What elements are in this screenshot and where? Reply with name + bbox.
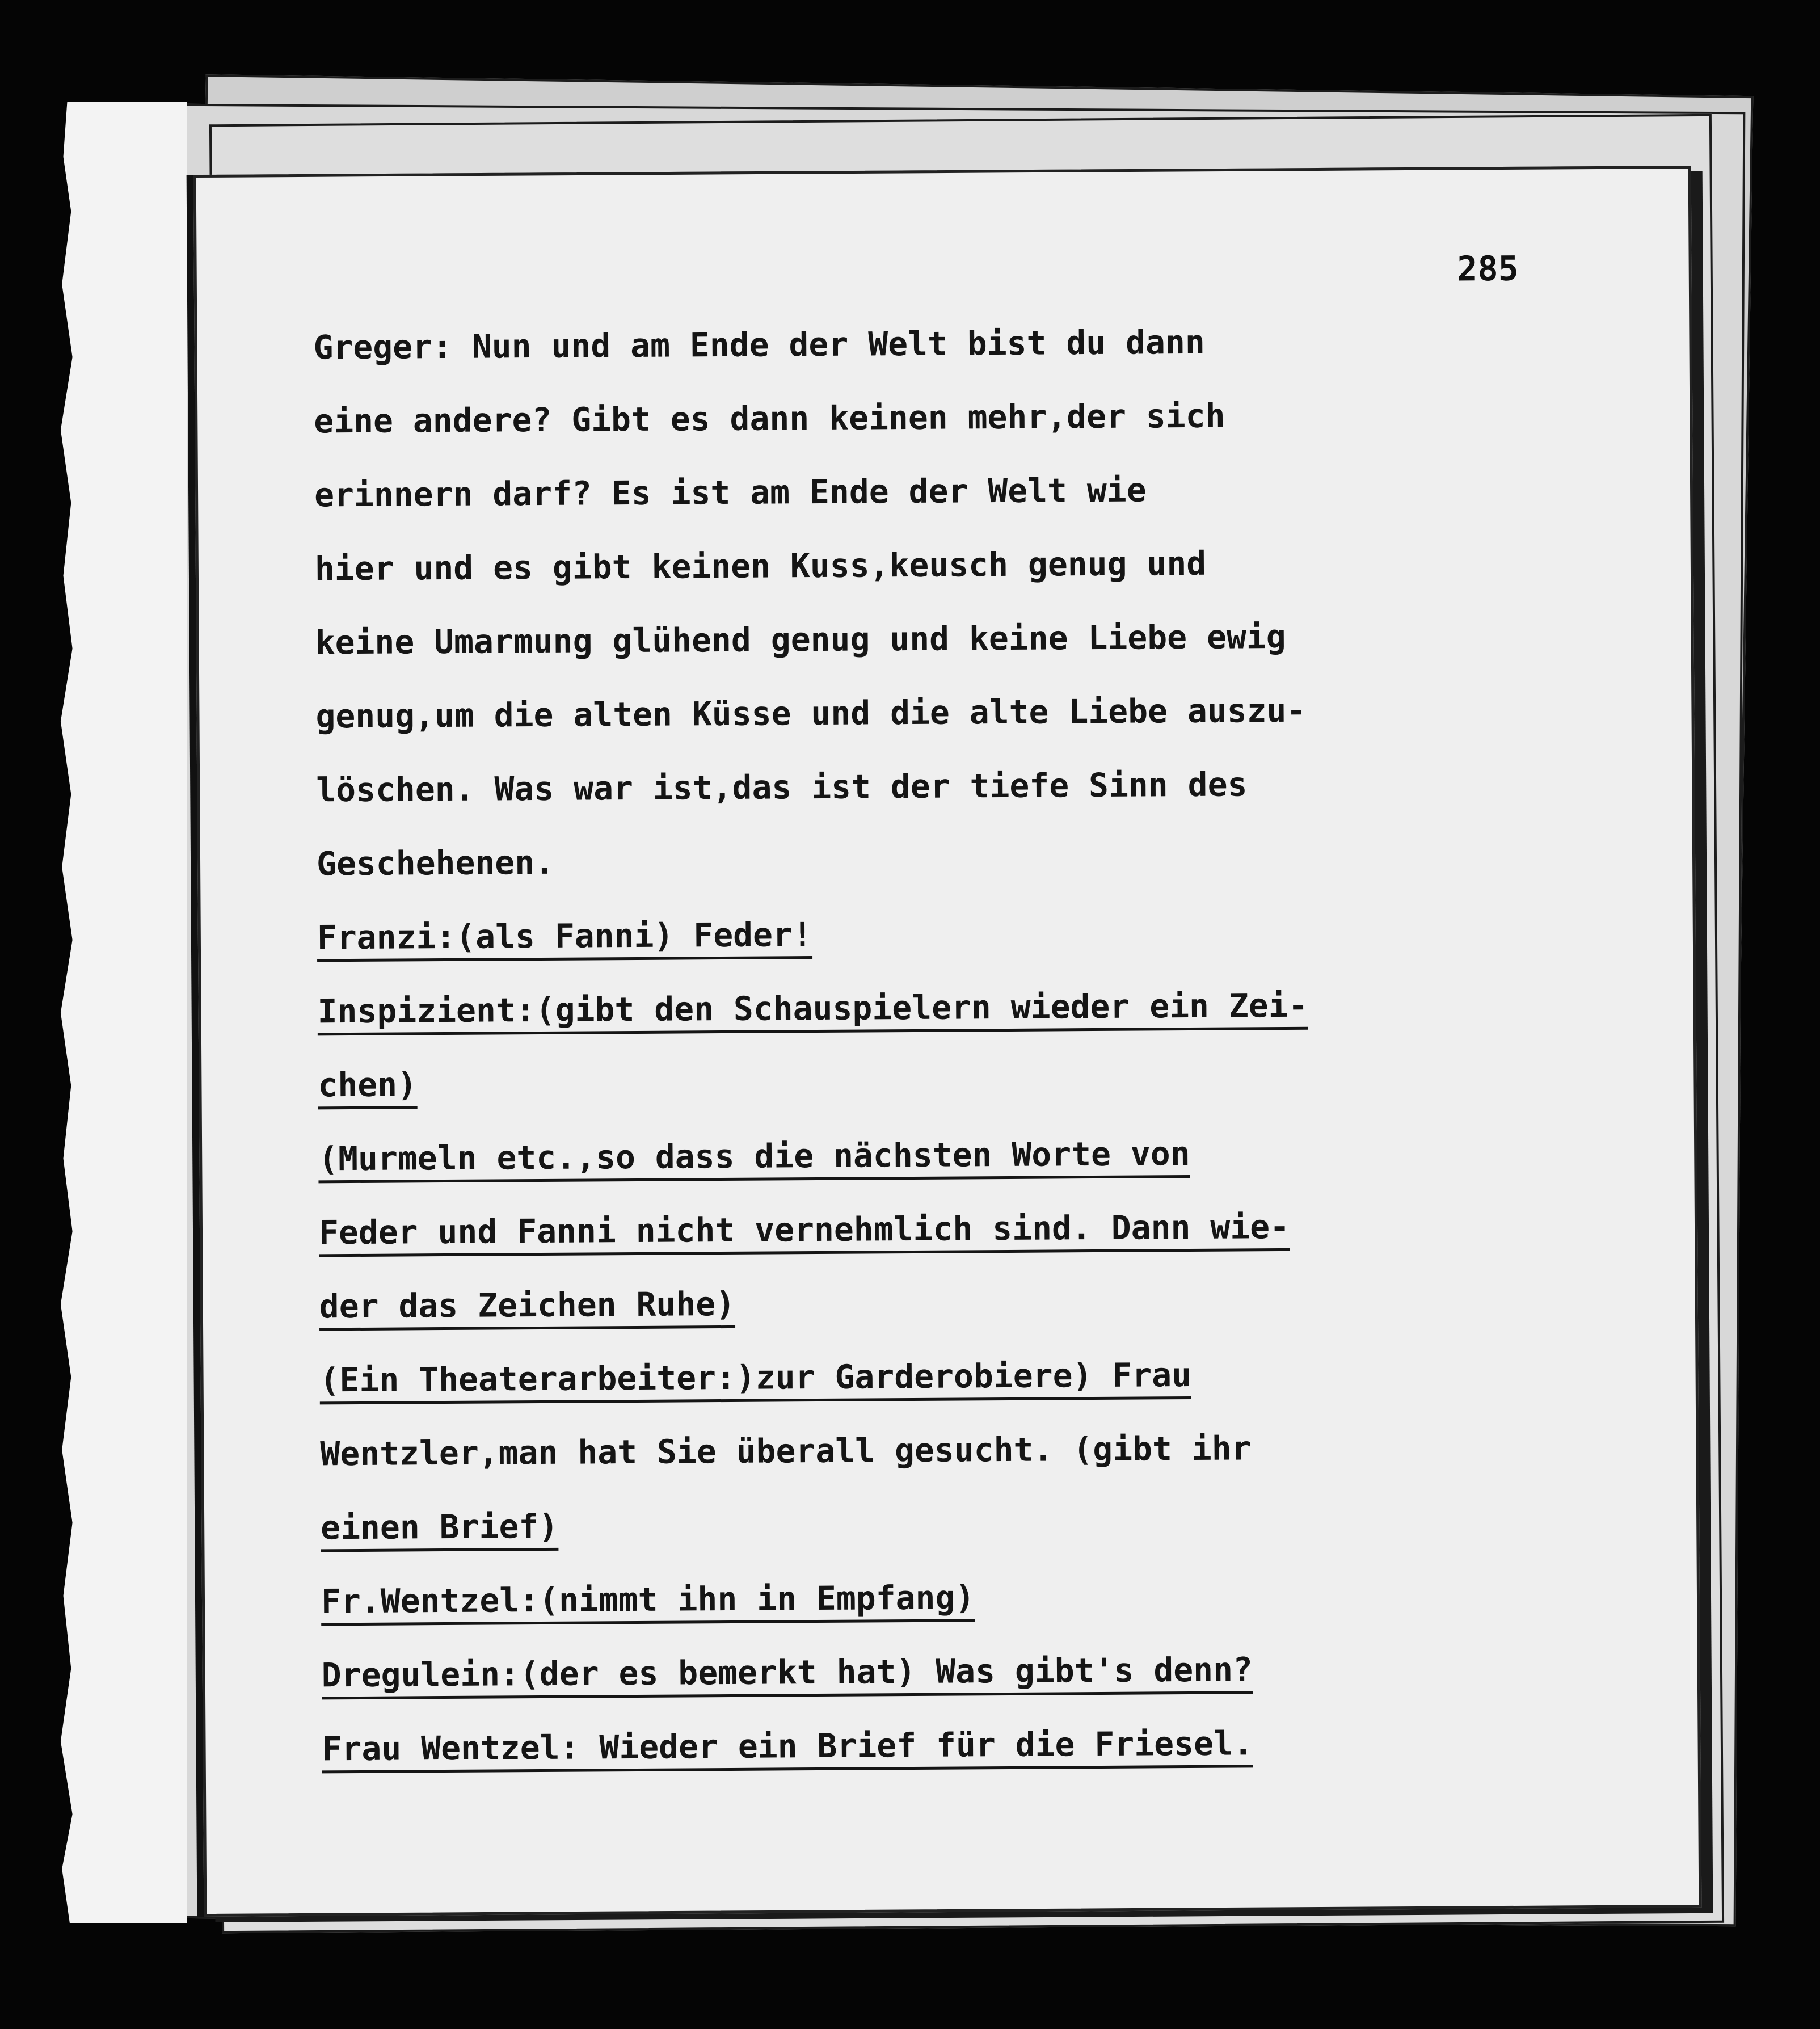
underlined-text: chen) — [318, 1065, 417, 1109]
text-line — [319, 1335, 1693, 1417]
underlined-text: einen Brief) — [321, 1507, 558, 1552]
torn-paper-strip — [57, 102, 187, 1923]
underlined-text: (Murmeln etc.,so dass die nächsten Worte von — [318, 1134, 1190, 1183]
text-line — [318, 1040, 1691, 1122]
text-line: keine Umarmung glühend genug und keine Liebe ewig — [315, 617, 1286, 662]
text-line: Greger: Nun und am Ende der Welt bist du dann — [313, 322, 1206, 367]
text-line: genug,um die alten Küsse und die alte Liebe auszu- — [315, 691, 1307, 736]
text-line: erinnern darf? Es ist am Ende der Welt wie — [314, 470, 1147, 515]
page-number: 285 — [1457, 249, 1519, 289]
underlined-text: (Ein Theaterarbeiter:)zur Garderobiere) Frau — [319, 1356, 1191, 1404]
text-line — [321, 1630, 1695, 1712]
text-line — [321, 1556, 1695, 1639]
text-line — [321, 1483, 1694, 1565]
text-line — [318, 1114, 1692, 1196]
underlined-text: Franzi:(als Fanni) Feder! — [317, 915, 812, 962]
text-line: eine andere? Gibt es dann keinen mehr,der sich — [314, 396, 1225, 441]
underlined-text: Inspizient:(gibt den Schauspielern wieder ein Zei- — [317, 986, 1308, 1036]
text-line: Wentzler,man hat Sie überall gesucht. (gibt ihr — [320, 1429, 1252, 1474]
text-line — [317, 966, 1691, 1049]
underlined-text: Feder und Fanni nicht vernehmlich sind. Dann wie- — [319, 1207, 1290, 1257]
text-line: Geschehenen. — [316, 843, 555, 883]
underlined-text: der das Zeichen Ruhe) — [319, 1285, 736, 1331]
underlined-text: Dregulein:(der es bemerkt hat) Was gibt's denn? — [322, 1650, 1253, 1699]
text-line: löschen. Was war ist,das ist der tiefe Sinn des — [316, 765, 1248, 810]
text-line: hier und es gibt keinen Kuss,keusch genug und — [314, 544, 1207, 588]
text-line — [322, 1704, 1695, 1786]
underlined-text: Fr.Wentzel:(nimmt ihn in Empfang) — [321, 1578, 975, 1626]
typescript-text — [313, 302, 1695, 1786]
text-line — [319, 1261, 1692, 1344]
text-line — [319, 1188, 1692, 1270]
underlined-text: Frau Wentzel: Wieder ein Brief für die Friesel. — [322, 1724, 1253, 1773]
text-line — [317, 893, 1690, 975]
